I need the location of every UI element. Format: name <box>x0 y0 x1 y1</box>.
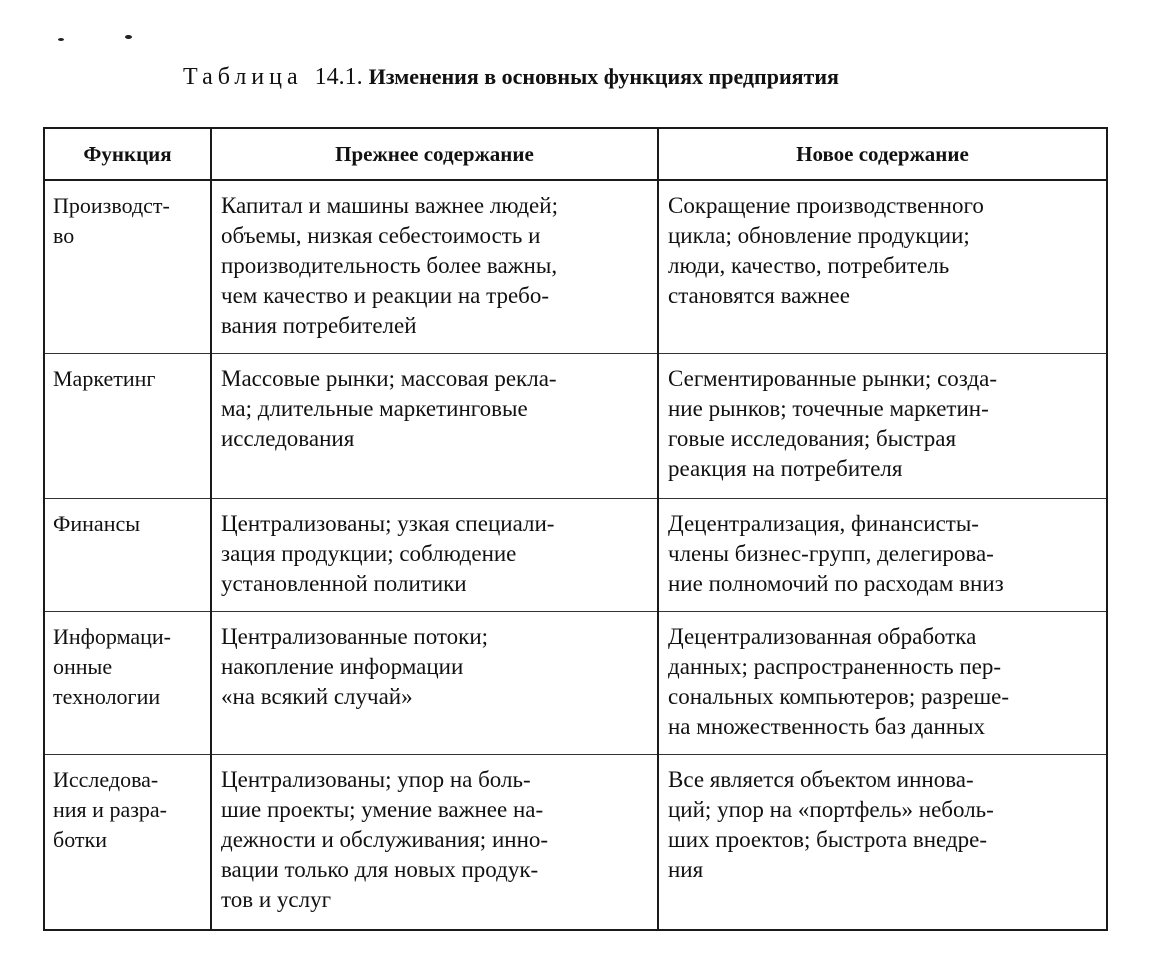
header-row <box>44 128 1107 180</box>
cell-function <box>44 499 211 612</box>
header-new-content: Новое содержание <box>658 128 1107 180</box>
old-content-text: Капитал и машины важнее людей; объемы, низкая себестоимость и производительность более важны, чем качество и реакции на требо- вания потребителей <box>221 193 558 338</box>
functions-table <box>43 127 1108 931</box>
header-old-content: Прежнее содержание <box>211 128 658 180</box>
cell-new-content <box>658 612 1107 755</box>
scan-speck <box>125 35 132 39</box>
cell-old-content <box>211 354 658 499</box>
header-function: Функция <box>44 128 211 180</box>
table-row <box>44 499 1107 612</box>
caption-title: Изменения в основных функциях предприятия <box>368 64 839 89</box>
table-row <box>44 755 1107 930</box>
scan-speck <box>58 38 64 41</box>
table-caption <box>183 62 839 92</box>
cell-function <box>44 755 211 930</box>
table-row <box>44 612 1107 755</box>
new-content-text: Децентрализованная обработка данных; распространенность пер- сональных компьютеров; разреше- на множественность баз данных <box>668 624 1010 739</box>
old-content-text: Централизованы; упор на боль- шие проекты; умение важнее на- дежности и обслуживания; инно- вации только для новых продук- тов и услуг <box>221 767 549 912</box>
old-content-text: Централизованные потоки; накопление информации «на всякий случай» <box>221 624 489 709</box>
function-name: Информаци- онные технологии <box>53 624 171 709</box>
function-name: Финансы <box>53 511 141 536</box>
cell-new-content <box>658 755 1107 930</box>
old-content-text: Массовые рынки; массовая рекла- ма; длительные маркетинговые исследования <box>221 366 557 451</box>
new-content-text: Сокращение производственного цикла; обновление продукции; люди, качество, потребитель становятся важнее <box>668 193 984 308</box>
function-name: Исследова- ния и разра- ботки <box>53 767 167 852</box>
table-row <box>44 180 1107 354</box>
function-name: Производст- во <box>53 193 170 248</box>
cell-new-content <box>658 354 1107 499</box>
cell-new-content <box>658 499 1107 612</box>
caption-number: 14.1. <box>314 64 363 90</box>
new-content-text: Децентрализация, финансисты- члены бизнес-групп, делегирова- ние полномочий по расходам вниз <box>668 511 1004 596</box>
function-name: Маркетинг <box>53 366 156 391</box>
cell-new-content <box>658 180 1107 354</box>
table-row <box>44 354 1107 499</box>
cell-old-content <box>211 755 658 930</box>
cell-function <box>44 180 211 354</box>
old-content-text: Централизованы; узкая специали- зация продукции; соблюдение установленной политики <box>221 511 555 596</box>
cell-old-content <box>211 499 658 612</box>
cell-old-content <box>211 612 658 755</box>
cell-function <box>44 354 211 499</box>
cell-function <box>44 612 211 755</box>
cell-old-content <box>211 180 658 354</box>
new-content-text: Сегментированные рынки; созда- ние рынков; точечные маркетин- говые исследования; быстрая реакция на потребителя <box>668 366 998 481</box>
new-content-text: Все является объектом иннова- ций; упор на «портфель» неболь- ших проектов; быстрота внедре- ния <box>668 767 994 882</box>
caption-label: Таблица <box>183 64 303 90</box>
